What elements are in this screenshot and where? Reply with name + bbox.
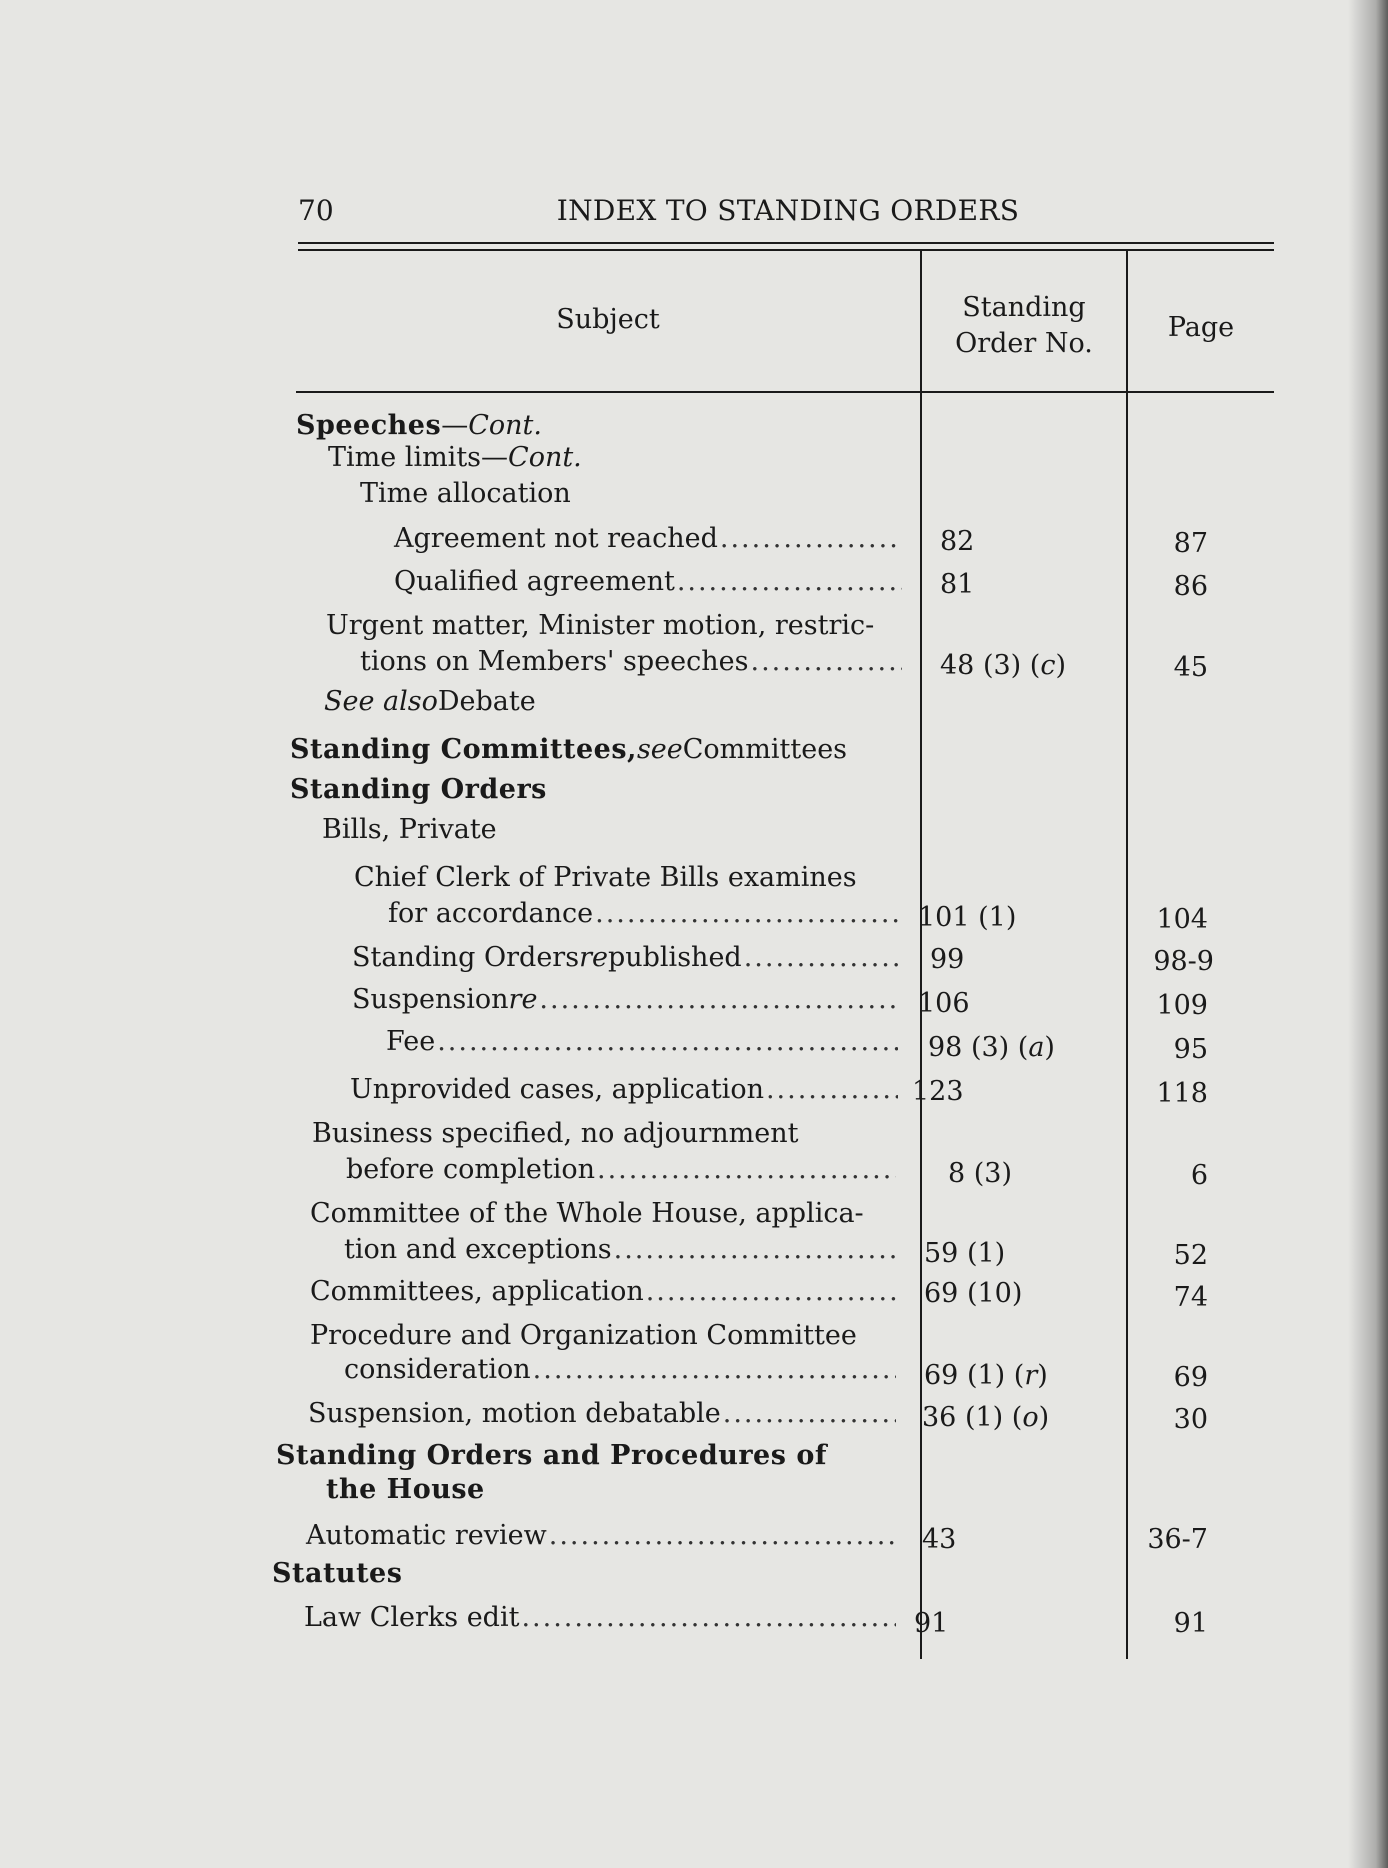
standing-order-number: 69 (10) (924, 1278, 1023, 1309)
index-entry: Standing Orders re published ..... (352, 940, 898, 976)
index-entry: Procedure and Organization Committee (310, 1320, 857, 1351)
standing-order-number: 101 (1) (918, 902, 1017, 933)
standing-order-number: 106 (918, 988, 970, 1019)
column-header-standing: Standing (962, 292, 1086, 323)
page-number: 70 (298, 194, 334, 227)
page-reference: 86 (1173, 571, 1208, 602)
index-entry: See also Debate (324, 686, 536, 717)
running-head (298, 194, 1278, 234)
standing-order-number: 36 (1) (o) (922, 1402, 1050, 1433)
index-entry: Statutes (272, 1558, 403, 1589)
standing-order-number: 123 (912, 1076, 964, 1107)
index-entry: Business specified, no adjournment (312, 1118, 799, 1149)
page-reference: 36-7 (1147, 1524, 1208, 1555)
column-divider-1 (920, 249, 922, 1659)
index-entry: Qualified agreement ..... (394, 564, 902, 600)
column-header-standing-order (922, 290, 1126, 362)
index-entry: Fee ..... (386, 1024, 898, 1060)
page-edge-shadow (1348, 0, 1388, 1868)
index-entry: Suspension re ..... (352, 982, 898, 1018)
standing-order-number: 48 (3) (c) (940, 650, 1066, 681)
standing-order-number: 69 (1) (r) (924, 1360, 1048, 1391)
column-header-subject: Subject (556, 304, 660, 335)
index-entry: tion and exceptions ..... (344, 1232, 896, 1268)
standing-order-number: 98 (3) (a) (928, 1032, 1055, 1063)
standing-order-number: 81 (940, 569, 975, 600)
page-reference: 95 (1173, 1034, 1208, 1065)
page-reference: 69 (1173, 1362, 1208, 1393)
index-entry: for accordance ..... (388, 896, 898, 932)
page-reference: 45 (1173, 652, 1208, 683)
top-rule-1 (298, 242, 1274, 244)
column-header-order-no: Order No. (955, 328, 1093, 359)
running-title: INDEX TO STANDING ORDERS (556, 194, 1020, 227)
standing-order-number: 8 (3) (947, 1158, 1012, 1189)
page-reference: 87 (1173, 528, 1208, 559)
index-entry: Time allocation (360, 478, 571, 509)
column-header-page: Page (1167, 312, 1235, 343)
index-entry: Standing Orders and Procedures of (276, 1440, 827, 1471)
standing-order-number: 91 (914, 1608, 949, 1639)
index-entry: before completion ..... (346, 1152, 896, 1188)
page-reference: 6 (1190, 1160, 1208, 1191)
standing-order-number: 99 (930, 944, 965, 975)
index-entry: tions on Members' speeches ..... (360, 644, 902, 680)
index-entry: Standing Committees, see Committees (290, 734, 848, 765)
index-entry: Automatic review ..... (306, 1518, 896, 1554)
page-reference: 91 (1173, 1608, 1208, 1639)
page-reference: 118 (1156, 1078, 1208, 1109)
index-entry: Urgent matter, Minister motion, restric- (326, 610, 875, 641)
index-entry: Standing Orders (290, 774, 547, 805)
index-entry: consideration ..... (344, 1352, 896, 1388)
index-entry: Unprovided cases, application ..... (350, 1072, 898, 1108)
index-entry: the House (326, 1474, 485, 1505)
index-entry: Speeches — Cont. (296, 410, 542, 441)
page-reference: 104 (1156, 904, 1208, 935)
page-reference: 98-9 (1153, 946, 1214, 977)
index-entry: Bills, Private (322, 814, 497, 845)
page-reference: 52 (1173, 1240, 1208, 1271)
page-reference: 109 (1156, 990, 1208, 1021)
index-entry: Committee of the Whole House, applica- (310, 1198, 864, 1229)
standing-order-number: 59 (1) (924, 1238, 1006, 1269)
index-entry: Agreement not reached ..... (394, 521, 902, 557)
index-entry: Time limits— Cont. (328, 442, 582, 473)
index-entry: Law Clerks edit ..... (304, 1600, 896, 1636)
standing-order-number: 82 (940, 526, 975, 557)
page-reference: 30 (1173, 1404, 1208, 1435)
page-reference: 74 (1173, 1282, 1208, 1313)
index-entry: Suspension, motion debatable ..... (308, 1396, 896, 1432)
standing-order-number: 43 (922, 1524, 957, 1555)
index-entry: Chief Clerk of Private Bills examines (354, 862, 857, 893)
index-entry: Committees, application ..... (310, 1274, 896, 1310)
